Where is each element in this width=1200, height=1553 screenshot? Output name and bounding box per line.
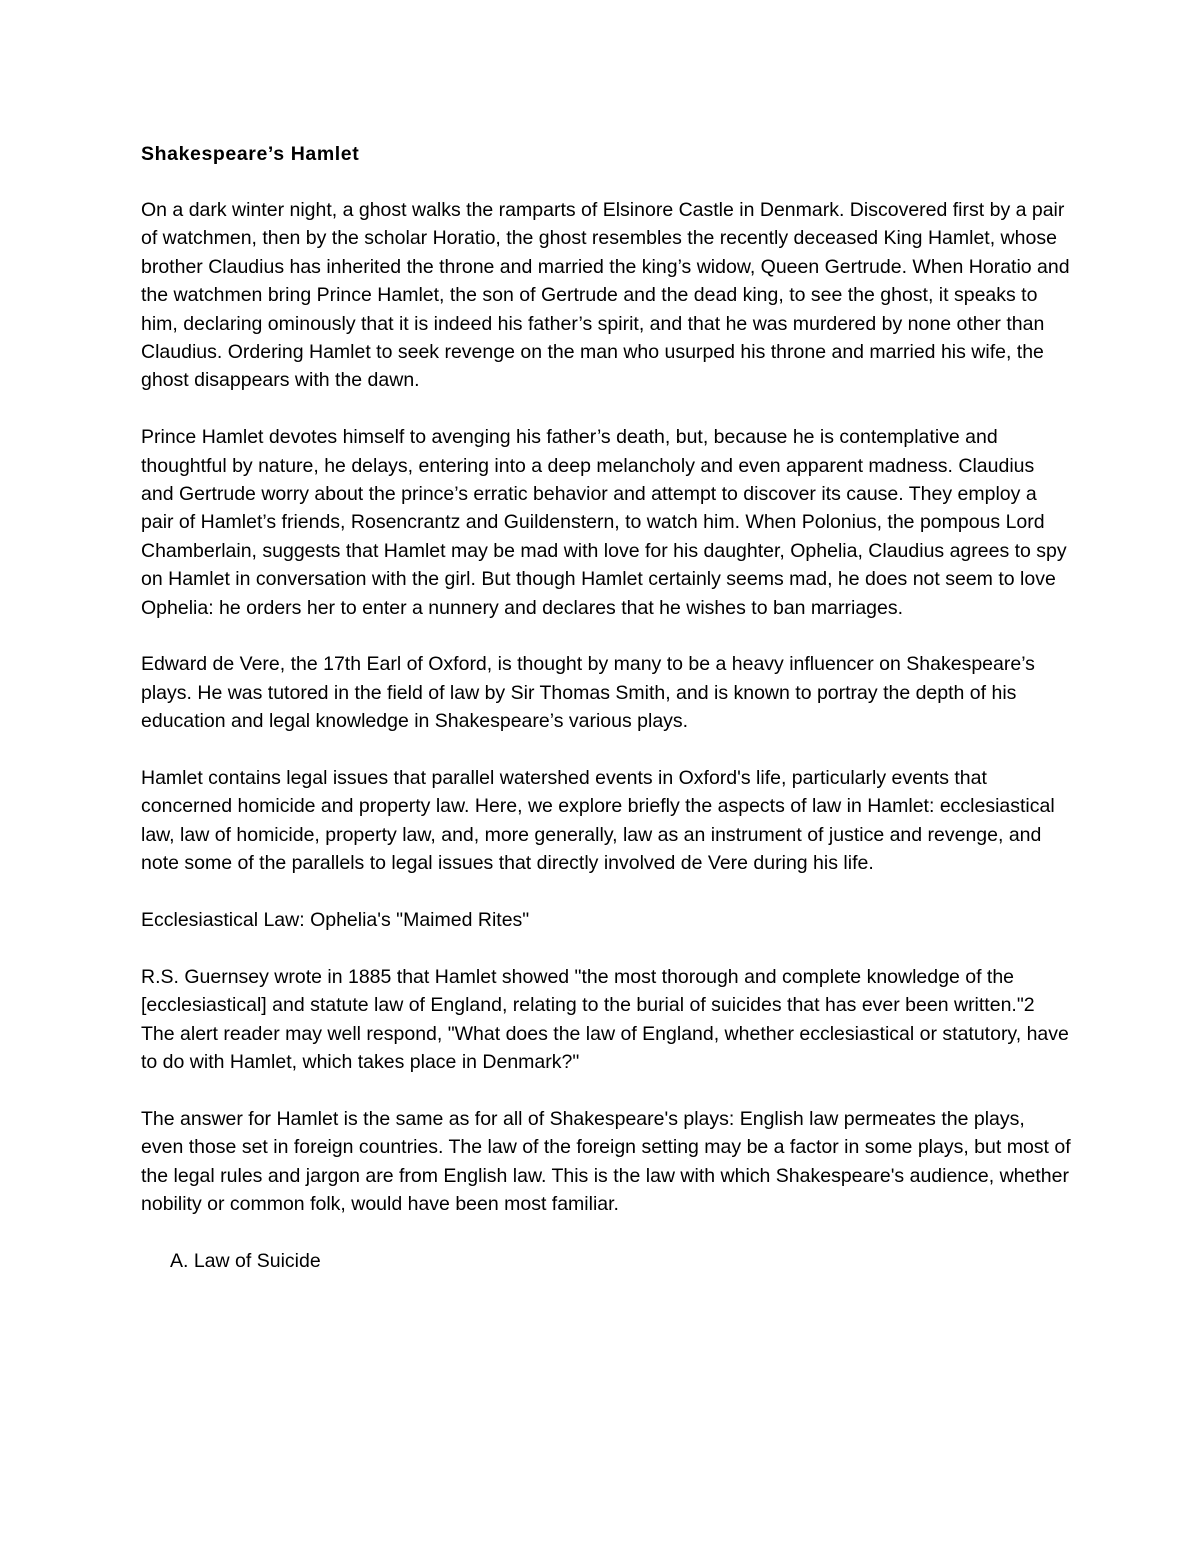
document-title: Shakespeare’s Hamlet: [141, 143, 360, 165]
paragraph-legal-issues: Hamlet contains legal issues that parallel watershed events in Oxford's life, particularly events that concerned homicide and property law. Here, we explore briefly the aspects of law in Hamlet: ecclesiastical law, law of homicide, property law, and, more generally, law as an instrument of justice and revenge, and note some of the parallels to legal issues that directly involved de Vere during his life.: [141, 767, 1055, 875]
paragraph-prince-hamlet: Prince Hamlet devotes himself to avenging his father’s death, but, because he is contemplative and thoughtful by nature, he delays, entering into a deep melancholy and even apparent madness. Claudius and Gertrude worry about the prince’s erratic behavior and attempt to discover its cause. They employ a pair of Hamlet’s friends, Rosencrantz and Guildenstern, to watch him. When Polonius, the pompous Lord Chamberlain, suggests that Hamlet may be mad with love for his daughter, Ophelia, Claudius agrees to spy on Hamlet in conversation with the girl. But though Hamlet certainly seems mad, he does not seem to love Ophelia: he orders her to enter a nunnery and declares that he wishes to ban marriages.: [141, 426, 1067, 619]
document-page: [141, 140, 1071, 1275]
section-heading-ecclesiastical-law: Ecclesiastical Law: Ophelia's "Maimed Rites": [141, 909, 530, 932]
list-item-law-of-suicide: A. Law of Suicide: [170, 1249, 321, 1272]
paragraph-edward-de-vere: Edward de Vere, the 17th Earl of Oxford, is thought by many to be a heavy influencer on Shakespeare’s plays. He was tutored in the field of law by Sir Thomas Smith, and is known to portray the depth of his education and legal knowledge in Shakespeare’s various plays.: [141, 653, 1035, 733]
paragraph-ghost: On a dark winter night, a ghost walks the ramparts of Elsinore Castle in Denmark. Discovered first by a pair of watchmen, then by the scholar Horatio, the ghost resembles the recently deceased King Hamlet, whose brother Claudius has inherited the throne and married the king’s widow, Queen Gertrude. When Horatio and the watchmen bring Prince Hamlet, the son of Gertrude and the dead king, to see the ghost, it speaks to him, declaring ominously that it is indeed his father’s spirit, and that he was murdered by none other than Claudius. Ordering Hamlet to seek revenge on the man who usurped his throne and married his wife, the ghost disappears with the dawn.: [141, 199, 1070, 392]
paragraph-english-law: The answer for Hamlet is the same as for all of Shakespeare's plays: English law permeates the plays, even those set in foreign countries. The law of the foreign setting may be a factor in some plays, but most of the legal rules and jargon are from English law. This is the law with which Shakespeare's audience, whether nobility or common folk, would have been most familiar.: [141, 1107, 1071, 1216]
paragraph-guernsey: R.S. Guernsey wrote in 1885 that Hamlet showed "the most thorough and complete knowledge of the [ecclesiastical] and statute law of England, relating to the burial of suicides that has ever been written."2 The alert reader may well respond, "What does the law of England, whether ecclesiastical or statutory, have to do with Hamlet, which takes place in Denmark?": [141, 965, 1069, 1074]
